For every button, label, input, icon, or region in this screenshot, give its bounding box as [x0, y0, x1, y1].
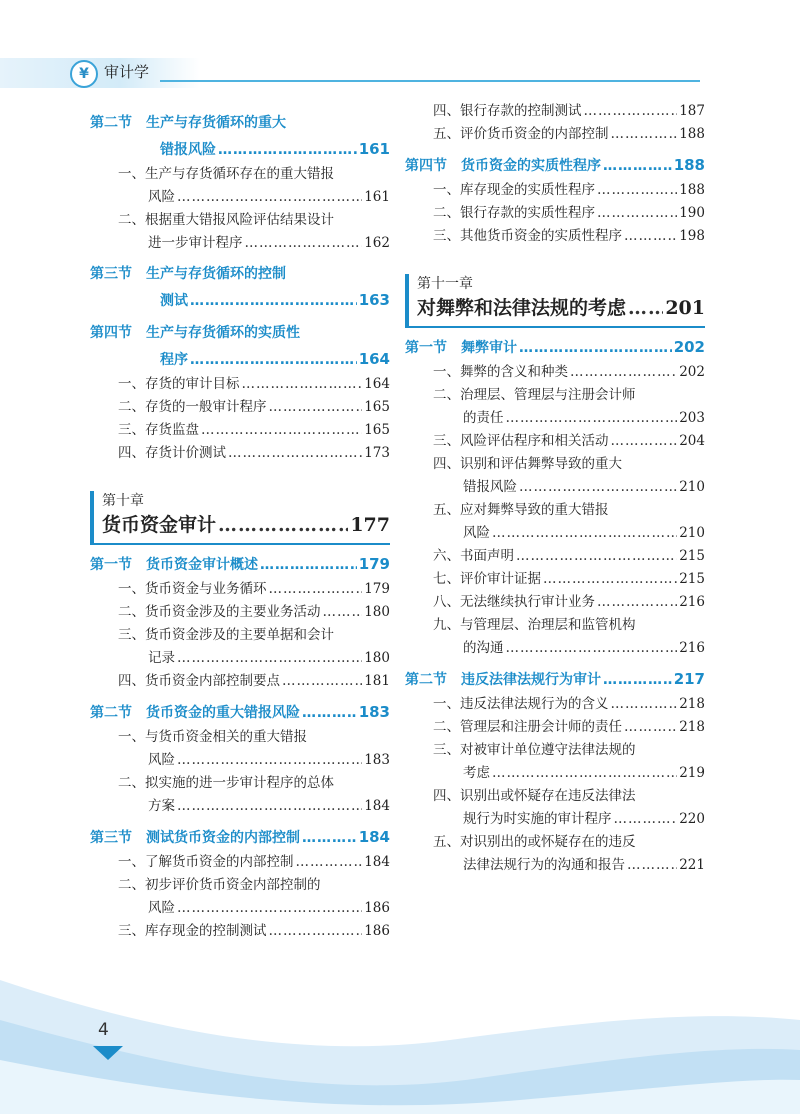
page-ref: 179 — [364, 581, 390, 597]
toc-line — [90, 209, 390, 232]
toc-line — [90, 824, 390, 851]
toc-item — [90, 163, 390, 209]
dot-leader — [245, 232, 363, 255]
toc-line — [405, 716, 705, 739]
toc-line — [90, 261, 390, 287]
item-title: 风险 — [148, 189, 175, 205]
page-ref: 203 — [679, 410, 705, 426]
toc-item — [90, 624, 390, 670]
toc-line — [405, 854, 705, 877]
item-title: 二、管理层和注册会计师的责任 — [433, 719, 622, 735]
item-title: 四、存货计价测试 — [118, 445, 226, 461]
toc-item — [405, 545, 705, 568]
page-ref: 184 — [358, 828, 390, 846]
toc-item — [405, 568, 705, 591]
chapter-title: 货币资金审计 — [102, 514, 217, 536]
toc-line — [405, 545, 705, 568]
dot-leader — [519, 335, 672, 361]
toc-item — [405, 430, 705, 453]
toc-line — [405, 453, 705, 476]
footer-wave-decoration — [0, 950, 800, 1114]
toc-line — [90, 851, 390, 874]
page-ref: 219 — [679, 765, 705, 781]
toc-line — [90, 749, 390, 772]
toc-line — [405, 407, 705, 430]
toc-item — [405, 716, 705, 739]
item-title: 三、其他货币资金的实质性程序 — [433, 228, 622, 244]
dot-leader — [603, 667, 672, 693]
toc-line — [405, 831, 705, 854]
book-title: 审计学 — [104, 63, 150, 81]
dot-leader — [177, 647, 362, 670]
toc-item — [405, 785, 705, 831]
item-title: 记录 — [148, 650, 175, 666]
page-ref: 221 — [679, 857, 705, 873]
toc-line — [90, 874, 390, 897]
toc-line — [90, 920, 390, 943]
dot-leader — [597, 179, 677, 202]
section-entry — [90, 551, 390, 578]
page-ref: 180 — [364, 604, 390, 620]
page-ref: 217 — [673, 670, 705, 688]
toc-line — [90, 601, 390, 624]
item-title: 二、银行存款的实质性程序 — [433, 205, 595, 221]
toc-item — [90, 874, 390, 920]
toc-line — [405, 225, 705, 248]
dot-leader — [177, 897, 362, 920]
section-title: 第二节 货币资金的重大错报风险 — [90, 705, 300, 721]
toc-line — [405, 522, 705, 545]
item-title: 三、风险评估程序和相关活动 — [433, 433, 609, 449]
toc-line — [405, 693, 705, 716]
toc-line — [90, 726, 390, 749]
toc-line — [90, 346, 390, 373]
toc-line — [90, 373, 390, 396]
toc-line — [90, 419, 390, 442]
yuan-icon: ¥ — [70, 60, 98, 88]
section-title: 第一节 货币资金审计概述 — [90, 557, 258, 573]
toc-line — [90, 897, 390, 920]
item-title: 一、了解货币资金的内部控制 — [118, 854, 294, 870]
chapter-number: 第十一章 — [417, 276, 473, 292]
section-entry — [405, 334, 705, 361]
section-entry — [90, 110, 390, 163]
chapter-heading — [405, 274, 705, 328]
toc-line — [90, 699, 390, 726]
page-ref: 165 — [364, 422, 390, 438]
toc-item — [405, 739, 705, 785]
toc-line — [405, 499, 705, 522]
dot-leader — [177, 186, 362, 209]
toc-item — [90, 670, 390, 693]
section-title: 第三节 生产与存货循环的控制 — [90, 266, 286, 282]
toc-line — [405, 361, 705, 384]
page-ref: 210 — [679, 525, 705, 541]
toc-item — [405, 361, 705, 384]
page-ref: 184 — [364, 798, 390, 814]
toc-item — [405, 179, 705, 202]
chapter-title-row — [417, 294, 705, 322]
page-ref: 210 — [679, 479, 705, 495]
toc-item — [405, 614, 705, 660]
item-title: 方案 — [148, 798, 175, 814]
dot-leader — [323, 601, 363, 624]
toc-item — [90, 419, 390, 442]
item-title: 一、库存现金的实质性程序 — [433, 182, 595, 198]
item-title: 四、货币资金内部控制要点 — [118, 673, 280, 689]
header-band — [0, 58, 200, 88]
toc-line — [405, 100, 705, 123]
dot-leader — [201, 419, 362, 442]
item-title: 风险 — [148, 900, 175, 916]
page-ref: 165 — [364, 399, 390, 415]
toc-left-column — [90, 104, 390, 943]
page-ref: 201 — [665, 297, 705, 319]
toc-item — [90, 442, 390, 465]
item-title: 的沟通 — [463, 640, 504, 656]
dot-leader — [519, 476, 677, 499]
toc-line — [90, 578, 390, 601]
toc-line — [405, 152, 705, 179]
item-title: 错报风险 — [463, 479, 517, 495]
item-title: 五、对识别出的或怀疑存在的违反 — [433, 834, 636, 850]
section-title: 第二节 违反法律法规行为审计 — [405, 672, 601, 688]
item-title: 三、对被审计单位遵守法律法规的 — [433, 742, 636, 758]
toc-item — [90, 920, 390, 943]
dot-leader — [611, 693, 678, 716]
page-ref: 215 — [679, 548, 705, 564]
dot-leader — [190, 347, 357, 373]
dot-leader — [296, 851, 363, 874]
item-title: 一、货币资金与业务循环 — [118, 581, 267, 597]
page-ref: 187 — [679, 103, 705, 119]
item-title: 四、识别和评估舞弊导致的重大 — [433, 456, 622, 472]
page-ref: 161 — [364, 189, 390, 205]
dot-leader — [492, 522, 677, 545]
item-title: 的责任 — [463, 410, 504, 426]
dot-leader — [269, 396, 363, 419]
item-title: 风险 — [463, 525, 490, 541]
item-title: 一、舞弊的含义和种类 — [433, 364, 568, 380]
toc-line — [405, 808, 705, 831]
section-title: 程序 — [160, 352, 188, 368]
item-title: 五、评价货币资金的内部控制 — [433, 126, 609, 142]
item-title: 二、存货的一般审计程序 — [118, 399, 267, 415]
item-title: 规行为时实施的审计程序 — [463, 811, 612, 827]
page-ref: 202 — [679, 364, 705, 380]
page-ref: 164 — [358, 350, 390, 368]
toc-line — [405, 739, 705, 762]
toc-line — [90, 772, 390, 795]
toc-item — [90, 601, 390, 624]
item-title: 一、违反法律法规行为的含义 — [433, 696, 609, 712]
toc-line — [90, 287, 390, 314]
item-title: 七、评价审计证据 — [433, 571, 541, 587]
dot-leader — [611, 123, 678, 146]
item-title: 五、应对舞弊导致的重大错报 — [433, 502, 609, 518]
toc-line — [90, 551, 390, 578]
toc-line — [405, 591, 705, 614]
toc-item — [405, 693, 705, 716]
dot-leader — [177, 795, 362, 818]
page-ref: 186 — [364, 923, 390, 939]
toc-line — [405, 123, 705, 146]
page-ref: 177 — [350, 514, 390, 536]
dot-leader — [269, 578, 363, 601]
dot-leader — [614, 808, 678, 831]
dot-leader — [218, 137, 357, 163]
item-title: 四、银行存款的控制测试 — [433, 103, 582, 119]
item-title: 一、生产与存货循环存在的重大错报 — [118, 166, 334, 182]
page-ref: 183 — [358, 703, 390, 721]
dot-leader — [218, 511, 348, 539]
dot-leader — [282, 670, 362, 693]
page-ref: 181 — [364, 673, 390, 689]
item-title: 三、存货监盘 — [118, 422, 199, 438]
page-ref: 173 — [364, 445, 390, 461]
page-ref: 204 — [679, 433, 705, 449]
page-ref: 164 — [364, 376, 390, 392]
toc-line — [90, 442, 390, 465]
dot-leader — [627, 854, 677, 877]
page-ref: 183 — [364, 752, 390, 768]
dot-leader — [190, 288, 357, 314]
page-ref: 220 — [679, 811, 705, 827]
section-entry — [405, 666, 705, 693]
toc-right-column — [405, 100, 705, 877]
section-entry — [90, 320, 390, 373]
item-title: 一、存货的审计目标 — [118, 376, 240, 392]
chapter-title-row — [102, 511, 390, 539]
chapter-rule — [405, 326, 705, 328]
page-ref: 202 — [673, 338, 705, 356]
dot-leader — [597, 202, 677, 225]
toc-item — [405, 591, 705, 614]
dot-leader — [302, 700, 357, 726]
toc-line — [405, 384, 705, 407]
page-ref: 216 — [679, 594, 705, 610]
item-title: 二、治理层、管理层与注册会计师 — [433, 387, 636, 403]
page-ref: 188 — [679, 182, 705, 198]
page-ref: 198 — [679, 228, 705, 244]
dot-leader — [260, 552, 357, 578]
dot-leader — [506, 407, 678, 430]
page-ref: 163 — [358, 291, 390, 309]
toc-line — [405, 334, 705, 361]
toc-line — [405, 476, 705, 499]
page-ref: 215 — [679, 571, 705, 587]
dot-leader — [242, 373, 363, 396]
dot-leader — [543, 568, 677, 591]
dot-leader — [570, 361, 677, 384]
toc-line — [90, 320, 390, 346]
toc-line — [90, 670, 390, 693]
chapter-rule — [90, 543, 390, 545]
toc-item — [405, 202, 705, 225]
dot-leader — [603, 153, 672, 179]
page-number: 4 — [98, 1020, 109, 1040]
toc-line — [90, 396, 390, 419]
dot-leader — [624, 716, 677, 739]
toc-line — [405, 202, 705, 225]
toc-line — [405, 568, 705, 591]
item-title: 六、书面声明 — [433, 548, 514, 564]
chapter-number: 第十章 — [102, 493, 144, 509]
page-ref: 184 — [364, 854, 390, 870]
toc-line — [405, 666, 705, 693]
toc-item — [90, 373, 390, 396]
section-title: 第三节 测试货币资金的内部控制 — [90, 830, 300, 846]
section-entry — [405, 152, 705, 179]
dot-leader — [269, 920, 363, 943]
toc-item — [90, 209, 390, 255]
section-title: 第一节 舞弊审计 — [405, 340, 517, 356]
section-entry — [90, 824, 390, 851]
toc-line — [405, 430, 705, 453]
dot-leader — [611, 430, 678, 453]
item-title: 一、与货币资金相关的重大错报 — [118, 729, 307, 745]
toc-item — [90, 851, 390, 874]
toc-item — [90, 396, 390, 419]
page-ref: 190 — [679, 205, 705, 221]
toc-item — [405, 384, 705, 430]
item-title: 二、拟实施的进一步审计程序的总体 — [118, 775, 334, 791]
dot-leader — [624, 225, 677, 248]
chapter-heading — [90, 491, 390, 545]
toc-item — [405, 453, 705, 499]
toc-item — [405, 123, 705, 146]
toc-line — [90, 647, 390, 670]
dot-leader — [492, 762, 677, 785]
page-ref: 180 — [364, 650, 390, 666]
toc-line — [405, 762, 705, 785]
toc-line — [90, 163, 390, 186]
item-title: 八、无法继续执行审计业务 — [433, 594, 595, 610]
toc-item — [90, 726, 390, 772]
item-title: 二、货币资金涉及的主要业务活动 — [118, 604, 321, 620]
item-title: 三、库存现金的控制测试 — [118, 923, 267, 939]
page-ref: 218 — [679, 696, 705, 712]
header-rule — [160, 80, 700, 82]
toc-item — [90, 772, 390, 818]
item-title: 法律法规行为的沟通和报告 — [463, 857, 625, 873]
toc-line — [405, 179, 705, 202]
section-entry — [90, 261, 390, 314]
dot-leader — [506, 637, 678, 660]
toc-line — [405, 785, 705, 808]
page-ref: 218 — [679, 719, 705, 735]
chapter-title: 对舞弊和法律法规的考虑 — [417, 297, 627, 319]
dot-leader — [302, 825, 357, 851]
dot-leader — [584, 100, 678, 123]
section-entry — [90, 699, 390, 726]
toc-line — [90, 186, 390, 209]
dot-leader — [628, 294, 663, 322]
section-title: 第四节 生产与存货循环的实质性 — [90, 325, 300, 341]
page-ref: 179 — [358, 555, 390, 573]
toc-line — [90, 624, 390, 647]
toc-line — [90, 232, 390, 255]
toc-line — [90, 136, 390, 163]
page-ref: 162 — [364, 235, 390, 251]
item-title: 九、与管理层、治理层和监管机构 — [433, 617, 636, 633]
toc-item — [405, 831, 705, 877]
toc-line — [90, 110, 390, 136]
item-title: 风险 — [148, 752, 175, 768]
item-title: 进一步审计程序 — [148, 235, 243, 251]
toc-item — [90, 578, 390, 601]
toc-item — [405, 499, 705, 545]
item-title: 三、货币资金涉及的主要单据和会计 — [118, 627, 334, 643]
toc-line — [405, 614, 705, 637]
section-title: 测试 — [160, 293, 188, 309]
section-title: 错报风险 — [160, 142, 216, 158]
toc-item — [405, 100, 705, 123]
item-title: 二、初步评价货币资金内部控制的 — [118, 877, 321, 893]
dot-leader — [597, 591, 677, 614]
page-ref: 216 — [679, 640, 705, 656]
dot-leader — [228, 442, 362, 465]
item-title: 四、识别出或怀疑存在违反法律法 — [433, 788, 636, 804]
item-title: 考虑 — [463, 765, 490, 781]
toc-line — [405, 637, 705, 660]
section-title: 第四节 货币资金的实质性程序 — [405, 158, 601, 174]
page-ref: 161 — [358, 140, 390, 158]
toc-line — [90, 795, 390, 818]
dot-leader — [516, 545, 677, 568]
item-title: 二、根据重大错报风险评估结果设计 — [118, 212, 334, 228]
page-ref: 188 — [679, 126, 705, 142]
page-marker-triangle — [93, 1046, 123, 1060]
page-header — [0, 0, 800, 90]
page-ref: 186 — [364, 900, 390, 916]
page-ref: 188 — [673, 156, 705, 174]
dot-leader — [177, 749, 362, 772]
toc-item — [405, 225, 705, 248]
section-title: 第二节 生产与存货循环的重大 — [90, 115, 286, 131]
